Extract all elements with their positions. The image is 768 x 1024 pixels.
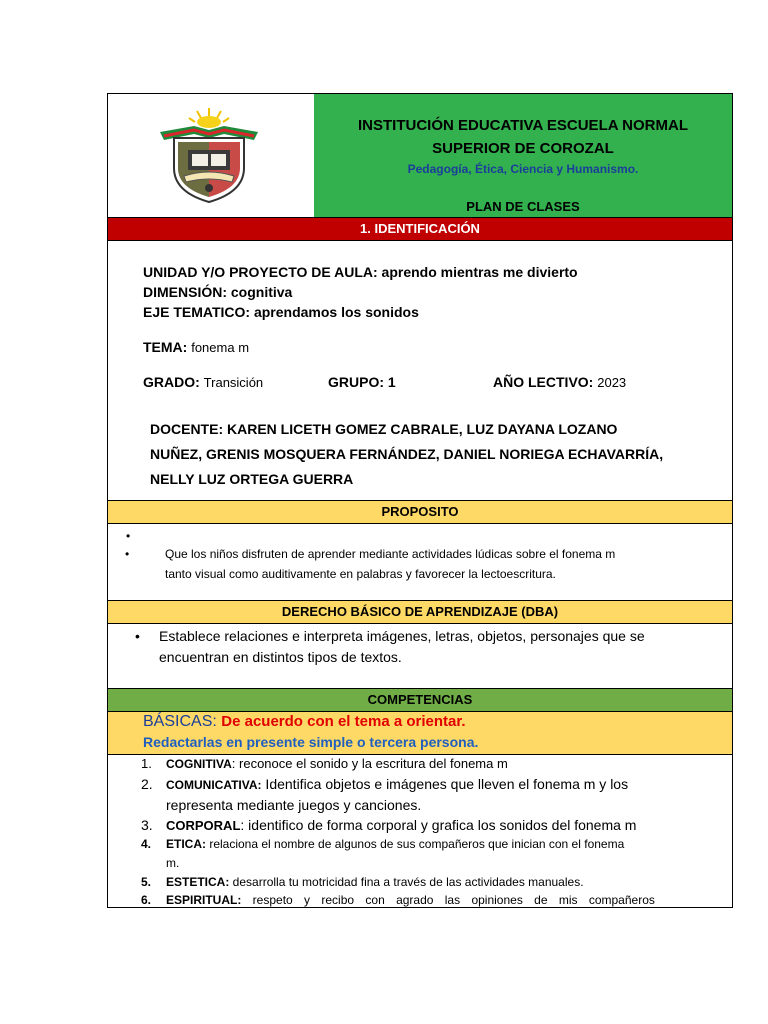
- item-text: Identifica objetos e imágenes que lleven el fonema m y los: [261, 776, 629, 792]
- header: [108, 94, 732, 217]
- proposito-line1: Que los niños disfruten de aprender mediante actividades lúdicas sobre el fonema m: [165, 547, 616, 561]
- institution-name-line2: SUPERIOR DE COROZAL: [432, 140, 614, 157]
- basicas-row: [108, 712, 732, 754]
- item-number: 1.: [141, 756, 152, 771]
- dba-line2: encuentran en distintos tipos de textos.: [159, 649, 402, 665]
- item-number: 6.: [141, 893, 152, 907]
- proposito-header: PROPOSITO: [108, 500, 732, 524]
- grupo-field: [328, 374, 396, 390]
- dimension-row: [143, 282, 578, 302]
- dimension-value: cognitiva: [230, 284, 293, 300]
- logo-cell: [108, 94, 315, 217]
- bullet-icon: •: [126, 529, 131, 543]
- grado-label: GRADO:: [143, 374, 200, 390]
- proposito-empty-bullet: [126, 526, 615, 544]
- bullet-icon: •: [125, 547, 130, 561]
- item-text: respeto y recibo con agrado las opiniones de mis compañeros: [241, 893, 655, 907]
- competencia-item-4: [141, 835, 696, 873]
- item-text-line2: m.: [166, 856, 180, 870]
- item-text-line2: representa mediante juegos y canciones.: [166, 797, 422, 813]
- competencia-item-5: [141, 873, 696, 891]
- competencia-item-3: [141, 815, 696, 836]
- dba-header: DERECHO BÁSICO DE APRENDIZAJE (DBA): [108, 600, 732, 624]
- proposito-block: [125, 526, 616, 584]
- eje-row: [143, 302, 578, 322]
- docente-line2: NUÑEZ, GRENIS MOSQUERA FERNÁNDEZ, DANIEL NORIEGA ECHAVARRÍA,: [150, 446, 664, 462]
- dba-block: [135, 626, 645, 668]
- basicas-label: BÁSICAS:: [143, 713, 217, 730]
- item-number: 2.: [141, 776, 153, 792]
- item-number: 4.: [141, 837, 152, 851]
- institution-name-line1: INSTITUCIÓN EDUCATIVA ESCUELA NORMAL: [358, 117, 688, 134]
- redact-note: Redactarlas en presente simple o tercera persona.: [143, 734, 479, 750]
- item-text: : reconoce el sonido y la escritura del fonema m: [231, 756, 508, 771]
- lesson-plan-document: [107, 93, 733, 908]
- dimension-label: DIMENSIÓN:: [143, 284, 227, 300]
- eje-value: aprendamos los sonidos: [253, 304, 419, 320]
- item-label: ESPIRITUAL:: [166, 893, 242, 907]
- item-number: 3.: [141, 817, 153, 833]
- proposito-item: [125, 544, 615, 584]
- tema-value: fonema m: [191, 340, 250, 355]
- grupo-label: GRUPO:: [328, 374, 384, 390]
- ano-field: [493, 374, 626, 390]
- item-text: desarrolla tu motricidad fina a través de las actividades manuales.: [229, 875, 584, 889]
- item-label: COMUNICATIVA:: [166, 778, 262, 792]
- basicas-note: De acuerdo con el tema a orientar.: [221, 713, 466, 730]
- basicas-line: [143, 713, 466, 731]
- docente-block: [150, 417, 663, 492]
- item-text: : identifico de forma corporal y grafica los sonidos del fonema m: [240, 817, 637, 833]
- ano-label: AÑO LECTIVO:: [493, 374, 594, 390]
- item-label: COGNITIVA: [166, 757, 232, 771]
- grupo-value: 1: [387, 374, 396, 390]
- competencias-header: COMPETENCIAS: [108, 688, 732, 712]
- ano-value: 2023: [597, 375, 627, 390]
- docente-line1: DOCENTE: KAREN LICETH GOMEZ CABRALE, LUZ DAYANA LOZANO: [150, 421, 618, 437]
- docente-line3: NELLY LUZ ORTEGA GUERRA: [150, 471, 354, 487]
- proposito-line2: tanto visual como auditivamente en palabras y favorecer la lectoescritura.: [165, 567, 556, 581]
- dba-line1: Establece relaciones e interpreta imágenes, letras, objetos, personajes que se: [159, 628, 645, 644]
- eje-label: EJE TEMATICO:: [143, 304, 251, 320]
- unidad-value: aprendo mientras me divierto: [381, 264, 578, 280]
- header-title-cell: [314, 94, 732, 217]
- item-label: ETICA:: [166, 837, 206, 851]
- competencia-item-2: [141, 774, 696, 815]
- tema-row: [143, 339, 249, 355]
- item-label: CORPORAL: [166, 818, 241, 833]
- item-label: ESTETICA:: [166, 875, 230, 889]
- bullet-icon: •: [135, 628, 140, 644]
- competencia-item-6: [141, 891, 696, 908]
- identificacion-header: 1. IDENTIFICACIÓN: [108, 217, 732, 241]
- competencia-item-1: [141, 754, 696, 774]
- identificacion-block: [143, 262, 578, 322]
- school-crest-icon: [154, 106, 264, 206]
- unidad-label: UNIDAD Y/O PROYECTO DE AULA:: [143, 264, 378, 280]
- unidad-row: [143, 262, 578, 282]
- tema-label: TEMA:: [143, 339, 188, 355]
- plan-title: PLAN DE CLASES: [466, 199, 580, 214]
- item-number: 5.: [141, 875, 152, 889]
- item-text: relaciona el nombre de algunos de sus compañeros que inician con el fonema: [206, 837, 625, 851]
- grado-value: Transición: [203, 375, 264, 390]
- grado-field: [143, 374, 263, 390]
- institution-motto: Pedagogía, Ética, Ciencia y Humanismo.: [407, 162, 639, 176]
